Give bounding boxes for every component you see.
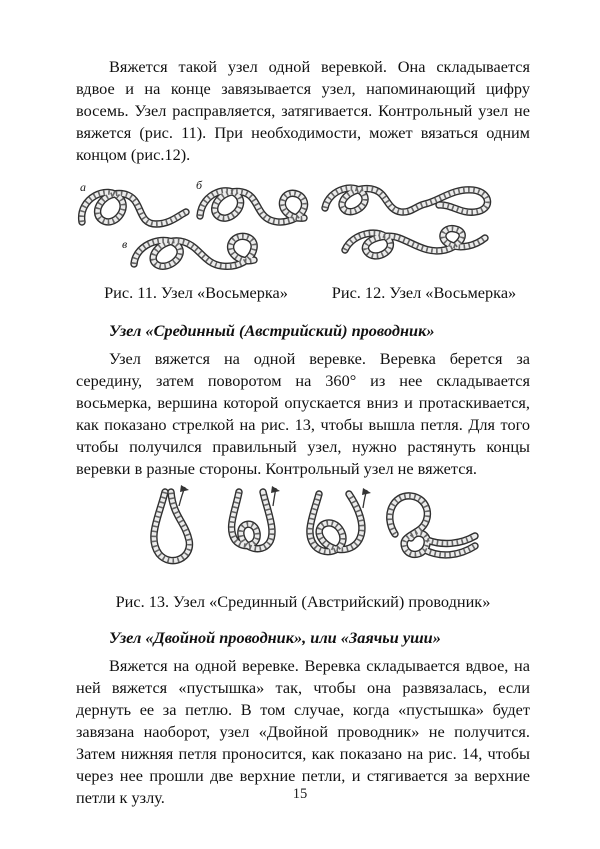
fig11-knot-a-drawing — [82, 192, 186, 224]
paragraph-double-loop-knot: Вяжется на одной веревке. Веревка складывается вдвое, на ней вяжется «пустышка» так, чтобы она развязалась, если дернуть ее за петлю. В том случае, когда «пустышка» будет завязана наоборот, узел «Двойной проводник» не получится. Затем нижняя петля проносится, как показано на рис. 14, чтобы через нее прошли две верхние петли, и стягивается за верхние петли к узлу. — [76, 656, 530, 807]
fig13-step2-drawing — [232, 492, 272, 549]
figure-13-caption: Рис. 13. Узел «Срединный (Австрийский) проводник» — [115, 592, 491, 611]
figure-11 — [76, 178, 316, 304]
figure-12 — [318, 178, 530, 304]
fig13-step1-drawing — [154, 492, 190, 561]
fig13-direction-arrow-2 — [271, 486, 280, 506]
fig11-knot-b-drawing — [200, 191, 305, 222]
fig11-knot-v-drawing — [134, 236, 254, 266]
page-number: 15 — [292, 786, 308, 802]
figure-12-knots-illustration — [319, 178, 529, 272]
paragraph-figure-eight-knot: Вяжется такой узел одной веревкой. Она складывается вдвое и на конце завязывается узел, напоминающий цифру восемь. Узел расправляется, затягивается. Контрольный узел не вяжется (рис. 11). При необходимости, может вязаться одним концом (рис.12). — [76, 57, 530, 164]
section-heading-double-loop-knot: Узел «Двойной проводник», или «Заячьи уши» — [109, 628, 441, 647]
fig13-step3-drawing — [310, 494, 362, 552]
figure-13 — [76, 482, 530, 613]
fig13-direction-arrow-3 — [362, 488, 371, 508]
paragraph-austrian-knot: Узел вяжется на одной веревке. Веревка берется за середину, затем поворотом на 360° из нее складывается восьмерка, вершина которой опускается вниз и протаскивается, как показано стрелкой на рис. 13, чтобы вышла петля. Для того чтобы получился правильный узел, нужно растянуть концы веревки в разные стороны. Контрольный узел не вяжется. — [76, 349, 530, 478]
fig11-label-a: а — [80, 180, 86, 194]
fig11-label-v: в — [122, 237, 128, 251]
figure-11-knots-illustration — [76, 178, 316, 282]
fig12-knot-top-drawing — [325, 188, 488, 212]
fig13-direction-arrow-1 — [179, 485, 189, 506]
section-heading-austrian-knot: Узел «Срединный (Австрийский) проводник» — [109, 321, 435, 340]
figures-row-11-12 — [76, 178, 530, 304]
fig12-knot-bottom-drawing — [345, 229, 485, 256]
figure-13-steps-illustration — [127, 482, 479, 578]
fig11-label-b: б — [196, 178, 203, 192]
fig13-step4-drawing — [390, 496, 475, 555]
figure-11-caption: Рис. 11. Узел «Восьмерка» — [104, 283, 288, 302]
figure-12-caption: Рис. 12. Узел «Восьмерка» — [331, 283, 517, 302]
